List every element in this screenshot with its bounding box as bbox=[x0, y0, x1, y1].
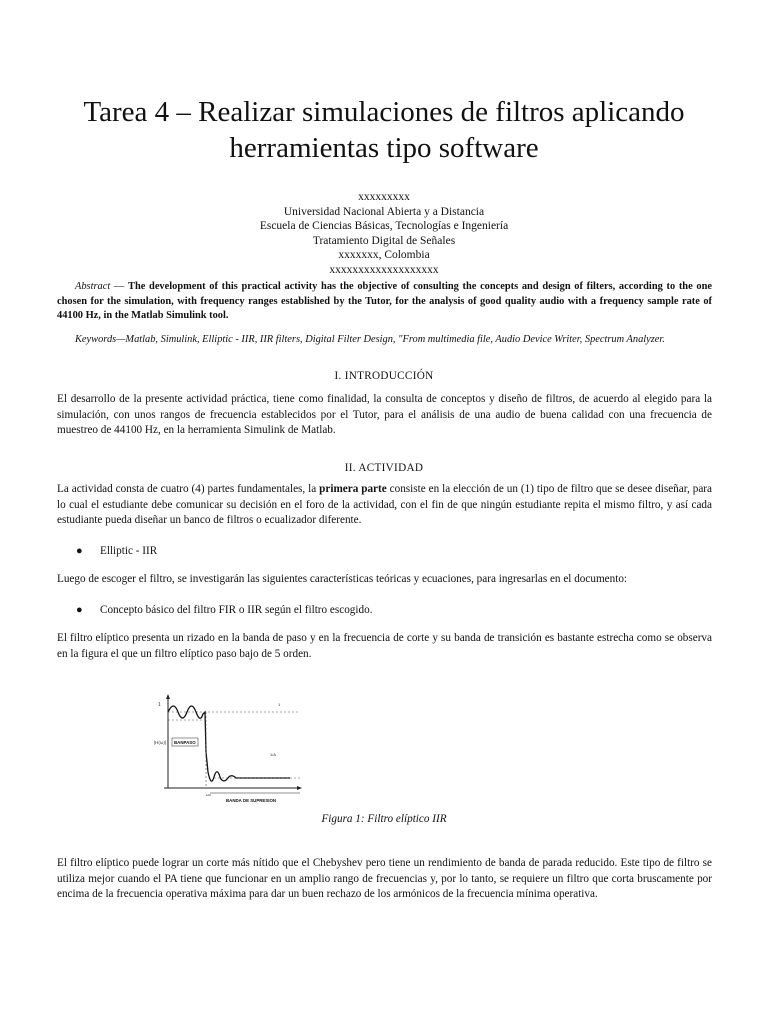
paragraph-actividad bbox=[57, 482, 712, 529]
svg-text:1: 1 bbox=[278, 702, 281, 707]
svg-text:1: 1 bbox=[158, 702, 161, 708]
paragraph-introduccion: El desarrollo de la presente actividad práctica, tiene como finalidad, la consulta de conceptos y diseño de filtros, de acuerdo al elegido para la simulación, con unos rangos de frecuencia establecidos por el Tutor, para el análisis de una audio de buena calidad con una frecuencia de muestreo de 44100 Hz, en la herramienta Simulink de Matlab. bbox=[57, 393, 712, 436]
elliptic-filter-figure bbox=[150, 692, 312, 804]
paragraph-caracteristicas: Luego de escoger el filtro, se investigarán las siguientes características teóricas y ecuaciones, para ingresarlas en el documento: bbox=[57, 573, 628, 585]
abstract-label: Abstract bbox=[75, 281, 111, 292]
abstract-separator: — bbox=[110, 281, 129, 292]
author-course: Tratamiento Digital de Señales bbox=[312, 234, 456, 247]
section-heading-introduccion: I. INTRODUCCIÓN bbox=[334, 370, 434, 382]
paper-title bbox=[40, 94, 728, 166]
author-block bbox=[0, 190, 768, 278]
list-item-text: Elliptic - IIR bbox=[100, 545, 158, 557]
author-location: xxxxxxx, Colombia bbox=[338, 249, 430, 262]
author-school: Escuela de Ciencias Básicas, Tecnologías e Ingeniería bbox=[259, 220, 509, 233]
paragraph-filtro-eliptico: El filtro elíptico presenta un rizado en la banda de paso y en la frecuencia de corte y su banda de transición es bastante estrecha como se observa en la figura el que un filtro elíptico paso bajo de 5 orden. bbox=[57, 632, 712, 660]
svg-text:1/A: 1/A bbox=[270, 752, 277, 757]
keywords: Keywords—Matlab, Simulink, Elliptic - IIR, IIR filters, Digital Filter Design, "From multimedia file, Audio Device Writer, Spectrum Analyzer. bbox=[75, 334, 665, 345]
bullet-icon: ● bbox=[76, 604, 83, 616]
svg-text:ωc: ωc bbox=[206, 792, 212, 797]
abstract-text: The development of this practical activity has the objective of consulting the concepts and design of filters, according to the one chosen for the simulation, with frequency ranges established by the Tutor, for the analysis of good quality audio with a frequency sample rate of 44100 Hz, in the Matlab Simulink tool. bbox=[57, 281, 712, 321]
abstract bbox=[57, 280, 712, 324]
bullet-icon: ● bbox=[76, 545, 83, 557]
passband-label: BANPASO bbox=[174, 740, 196, 745]
paragraph-actividad-end: consiste en la elección de un (1) tipo de filtro que se desee diseñar, para lo cual el estudiante debe comunicar su decisión en el foro de la actividad, con el fin de que ningún estudiante repita el mismo filtro, y así cada estudiante pueda diseñar un banco de filtros o ecualizador diferente. bbox=[57, 483, 712, 526]
stopband-label: BANDA DE SUPRESION bbox=[226, 798, 277, 803]
paragraph-chebyshev: El filtro elíptico puede lograr un corte más nítido que el Chebyshev pero tiene un rendimiento de banda de parada reducido. Este tipo de filtro se utiliza mejor cuando el PA tiene que funcionar en un amplio rango de frecuencias y, por lo tanto, se requiere un filtro que corta bruscamente por encima de la frecuencia operativa máxima para dar un buen rechazo de los armónicos de la frecuencia mínima operativa. bbox=[57, 857, 712, 900]
author-university: Universidad Nacional Abierta y a Distancia bbox=[283, 205, 485, 218]
paragraph-actividad-start: La actividad consta de cuatro (4) partes fundamentales, la bbox=[57, 483, 320, 495]
figure-caption: Figura 1: Filtro elíptico IIR bbox=[321, 813, 447, 825]
author-name: xxxxxxxxx bbox=[358, 191, 410, 203]
author-email: xxxxxxxxxxxxxxxxxxx bbox=[329, 263, 439, 276]
title-line-2: herramientas tipo software bbox=[229, 132, 539, 164]
paragraph-actividad-bold: primera parte bbox=[319, 483, 387, 495]
svg-text:|H(ω)|: |H(ω)| bbox=[154, 740, 167, 745]
list-item-text: Concepto básico del filtro FIR o IIR según el filtro escogido. bbox=[100, 604, 373, 616]
section-heading-actividad: II. ACTIVIDAD bbox=[344, 462, 424, 474]
title-line-1: Tarea 4 – Realizar simulaciones de filtros aplicando bbox=[83, 96, 685, 128]
